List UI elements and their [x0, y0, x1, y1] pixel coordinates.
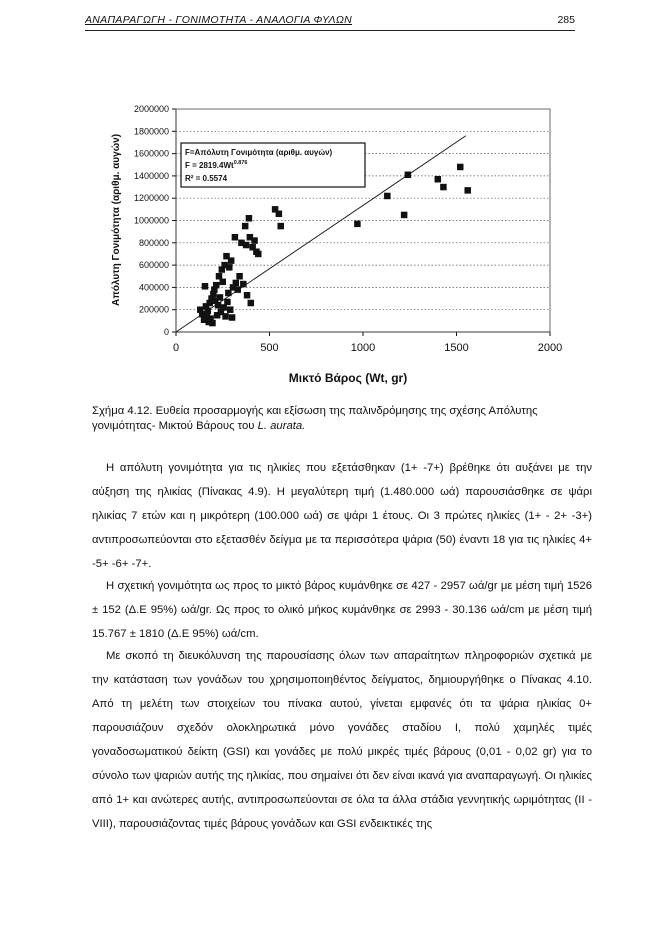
y-tick-label: 1000000: [133, 215, 169, 226]
paragraph-gonad-state: Με σκοπό τη διευκόλυνση της παρουσίασης όλων των απαραίτητων πληροφοριών σχετικά με την κατάσταση των γονάδων του χρησιμοποιηθέντος δείγματος, δημιουργήθηκε ο Πίνακας 4.10. Από τη μελέτη των στοιχείων του πίνακα αυτού, γίνεται εμφανές ότι τα ψάρια ηλικίας 0+ παρουσιάζουν σχεδόν ολοκληρωτικά μόνο γονάδες σταδίου I, πολύ χαμηλές τιμές γοναδοσωματικού δείκτη (GSI) και γονάδες με πολύ μικρές τιμές βάρους (0,01 - 0,02 gr) για το σύνολο των ψαριών αυτής της ηλικίας, που σημαίνει ότι δεν είναι ικανά για αναπαραγωγή. Οι ηλικίες από 1+ και ανώτερες αυτής, αντιπροσωπεύονται σε όλα τα άλλα στάδια γεννητικής ωριμότητας (II - VIII), παρουσιάζοντας τιμές βάρους γονάδων και GSI ενδεικτικές της: [92, 650, 592, 830]
data-point: [236, 273, 243, 280]
data-point: [244, 292, 251, 299]
data-point: [229, 314, 236, 321]
data-point: [213, 282, 220, 289]
y-tick-label: 1600000: [133, 148, 169, 159]
data-point: [209, 320, 216, 327]
figure-caption: [92, 404, 592, 434]
data-point: [277, 223, 284, 230]
equation-line-3: R² = 0.5574: [185, 174, 228, 183]
page-number: 285: [557, 14, 575, 26]
y-tick-label: 1200000: [133, 193, 169, 204]
data-point: [464, 187, 471, 194]
data-point: [440, 184, 447, 191]
equation-formula: F = 2819.4Wt: [185, 161, 234, 170]
data-point: [202, 283, 209, 290]
data-point: [405, 172, 412, 179]
data-point: [225, 290, 232, 297]
data-point: [205, 308, 212, 315]
x-tick-label: 1000: [350, 342, 376, 354]
data-point: [227, 306, 234, 313]
x-tick-labels: [173, 332, 562, 354]
caption-species: L. aurata.: [257, 420, 306, 432]
paragraph-relative-fecundity: Η σχετική γονιμότητα ως προς το μικτό βάρος κυμάνθηκε σε 427 - 2957 ωά/gr με μέση τιμή 1526 ± 152 (Δ.Ε 95%) ωά/gr. Ως προς το ολικό μήκος κυμάνθηκε σε 2993 - 30.136 ωά/cm με μέση τιμή 15.767 ± 1810 (Δ.Ε 95%) ωά/cm.: [92, 580, 592, 640]
y-tick-label: 2000000: [133, 104, 169, 114]
y-tick-label: 600000: [138, 260, 169, 271]
x-tick-label: 0: [172, 342, 180, 354]
data-point: [222, 313, 229, 320]
x-tick-label: 2000: [537, 342, 563, 354]
data-point: [242, 223, 249, 230]
data-point: [220, 279, 227, 286]
data-point: [226, 264, 233, 271]
data-point: [217, 294, 224, 301]
y-tick-label: 200000: [138, 304, 169, 315]
equation-line-1: F=Απόλυτη Γονιμότητα (αριθμ. αυγών): [185, 148, 333, 157]
data-point: [243, 242, 250, 249]
data-point: [255, 251, 262, 258]
data-point: [228, 257, 235, 264]
y-axis-title: Απόλυτη Γονιμότητα (αριθμ. αυγών): [111, 133, 122, 307]
equation-box: [181, 143, 365, 187]
data-point: [435, 176, 442, 183]
data-point: [251, 237, 257, 244]
y-tick-label: 800000: [138, 237, 169, 248]
x-tick-label: 500: [260, 342, 279, 354]
data-point: [457, 164, 464, 171]
data-point: [216, 273, 223, 280]
equation-exponent: 0.876: [233, 160, 248, 166]
data-points: [197, 164, 471, 327]
y-tick-label: 1800000: [133, 126, 169, 137]
y-tick-label: 1400000: [133, 170, 169, 181]
data-point: [276, 211, 283, 218]
data-point: [232, 234, 239, 241]
caption-text: Σχήμα 4.12. Ευθεία προσαρμογής και εξίσωση της παλινδρόμησης της σχέσης Απόλυτης γονιμότητας- Μικτού Βάρους του: [92, 405, 538, 432]
running-title: ΑΝΑΠΑΡΑΓΩΓΗ - ΓΟΝΙΜΟΤΗΤΑ - ΑΝΑΛΟΓΙΑ ΦΥΛΩΝ: [85, 14, 353, 26]
paragraph-absolute-fecundity: Η απόλυτη γονιμότητα για τις ηλικίες που εξετάσθηκαν (1+ -7+) βρέθηκε ότι αυξάνει με την αύξηση της ηλικίας (Πίνακας 4.9). Η μεγαλύτερη τιμή (1.480.000 ωά) παρουσιάσθηκε σε ψάρι ηλικίας 7 ετών και η μικρότερη (100.000 ωά) σε ψάρι 1 έτους. Οι 3 πρώτες ηλικίες (1+ - 2+ -3+) αντιπροσωπεύονται στο εξετασθέν δείγμα με τα περισσότερα ψάρια (50) έναντι 18 για τις ηλικίες 4+ -5+ -6+ -7+.: [92, 462, 592, 570]
x-tick-label: 1500: [444, 342, 469, 354]
data-point: [240, 281, 247, 288]
data-point: [246, 215, 253, 222]
data-point: [233, 280, 240, 287]
data-point: [234, 286, 241, 293]
page-header: [85, 10, 575, 31]
x-axis-title: Μικτό Βάρος (Wt, gr): [288, 371, 408, 385]
data-point: [224, 299, 231, 306]
data-point: [215, 302, 222, 309]
data-point: [384, 193, 391, 200]
data-point: [401, 212, 408, 219]
data-point: [220, 304, 227, 311]
y-tick-label: 400000: [138, 282, 169, 293]
data-point: [354, 221, 361, 228]
y-tick-label: 0: [163, 327, 169, 337]
y-tick-labels: [134, 104, 176, 337]
data-point: [248, 300, 255, 307]
scatter-chart: [90, 95, 570, 395]
